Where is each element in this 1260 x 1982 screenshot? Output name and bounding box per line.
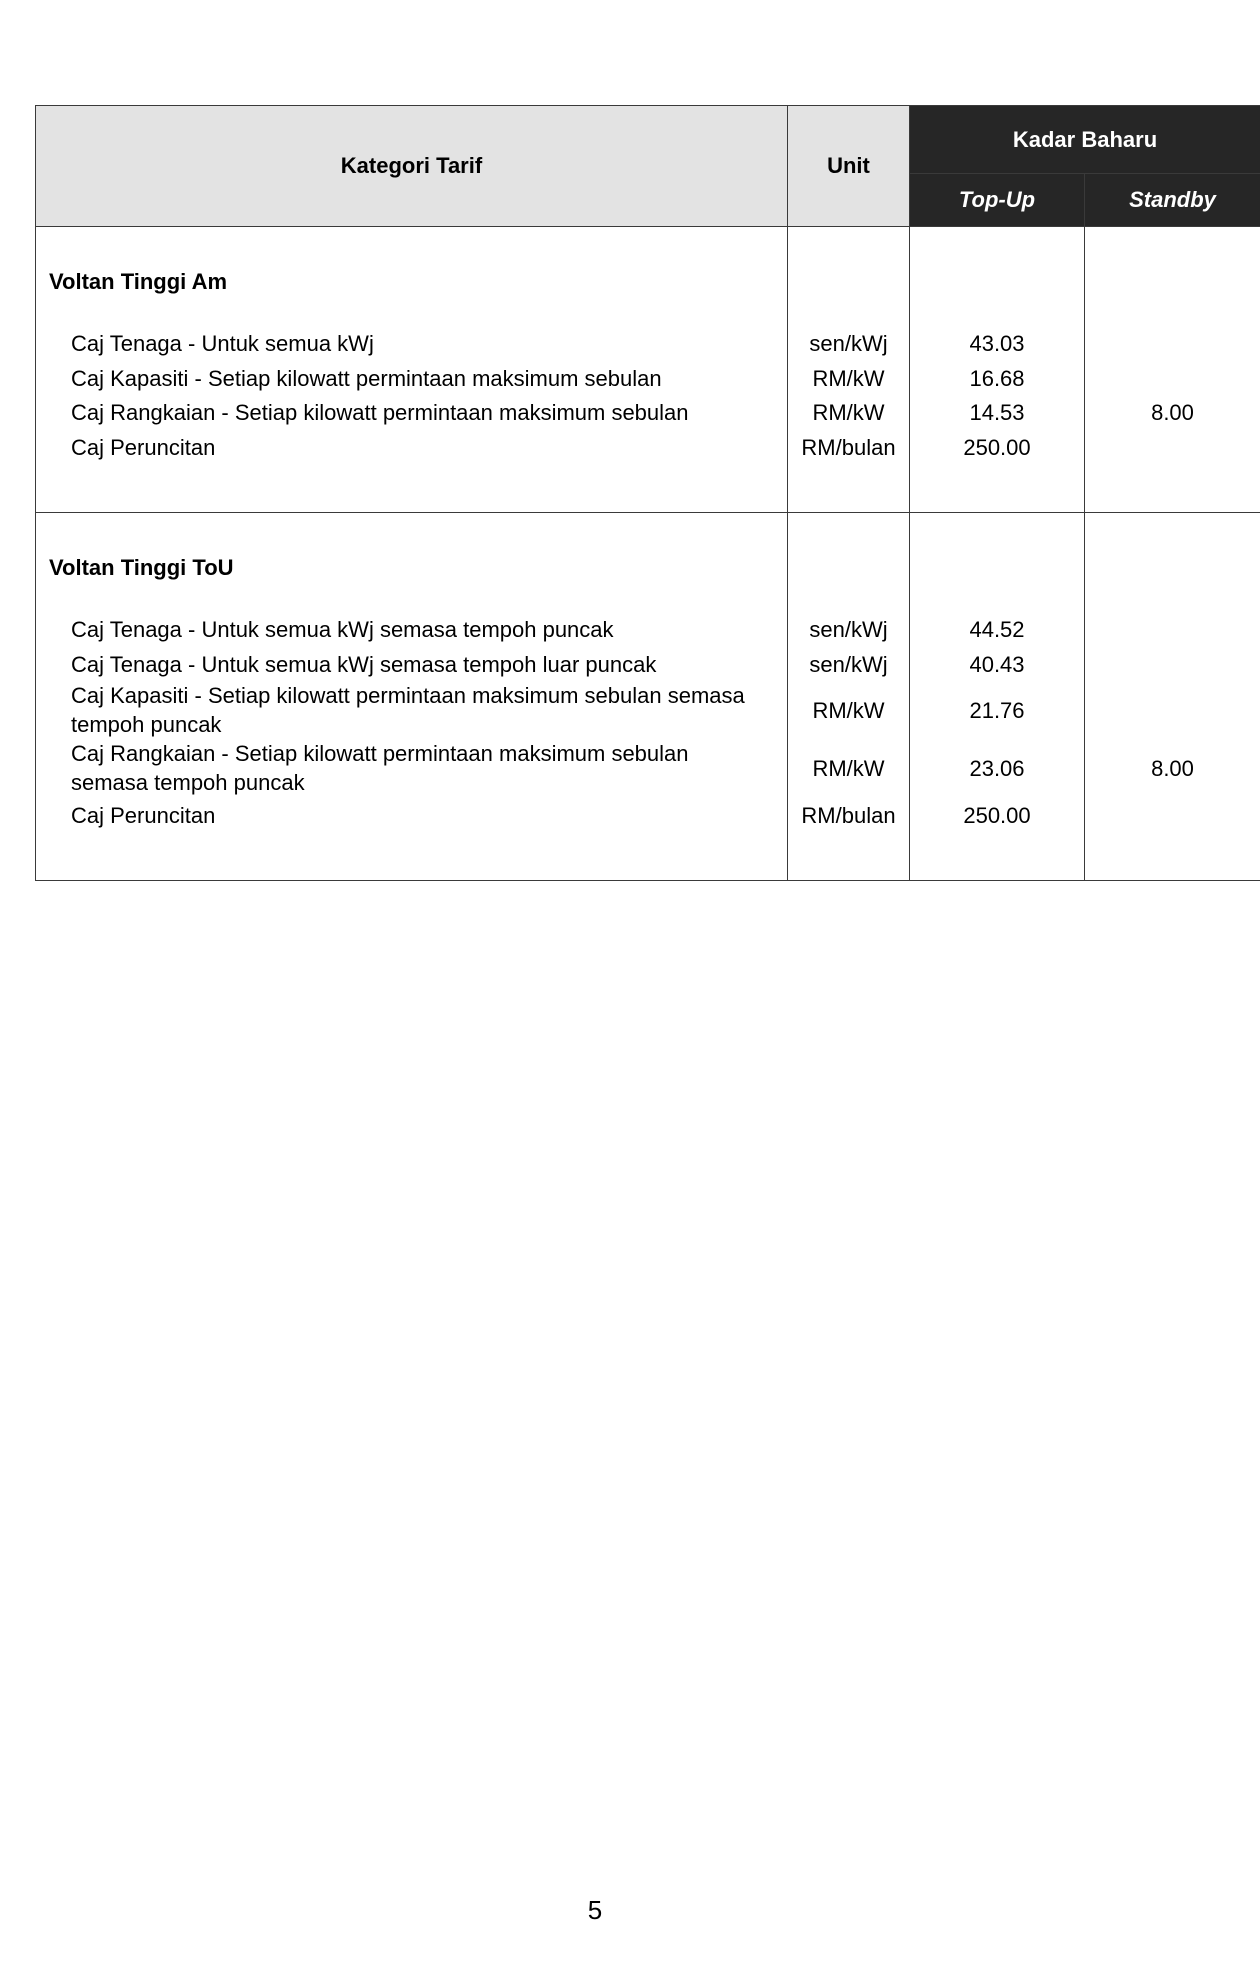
row-unit: RM/kW	[812, 755, 885, 781]
row-label: Caj Kapasiti - Setiap kilowatt permintaan maksimum sebulan	[71, 365, 662, 391]
row-label: Caj Peruncitan	[71, 434, 216, 460]
section-unit-cell	[788, 513, 910, 881]
section-unit-cell	[788, 227, 910, 513]
row-label: Caj Rangkaian - Setiap kilowatt permintaan maksimum sebulan semasa tempoh puncak	[71, 741, 689, 795]
section-voltan-tinggi-tou	[36, 513, 1260, 881]
tariff-table	[35, 105, 1260, 881]
section-standby-cell	[1085, 227, 1260, 513]
row-label: Caj Peruncitan	[71, 802, 216, 828]
row-label: Caj Tenaga - Untuk semua kWj semasa tempoh puncak	[71, 616, 614, 642]
section-title: Voltan Tinggi Am	[49, 269, 228, 294]
header-topup: Top-Up	[910, 174, 1085, 227]
row-unit: RM/bulan	[801, 434, 896, 460]
row-unit: sen/kWj	[809, 330, 888, 356]
row-unit: RM/kW	[812, 399, 885, 425]
section-category-cell	[36, 513, 788, 881]
standby-value: 8.00	[1151, 399, 1194, 425]
row-topup-value: 23.06	[969, 755, 1025, 781]
row-topup-value: 44.52	[969, 616, 1025, 642]
row-topup-value: 250.00	[963, 434, 1031, 460]
header-new-rate: Kadar Baharu	[910, 106, 1260, 174]
row-label: Caj Rangkaian - Setiap kilowatt permintaan maksimum sebulan	[71, 399, 689, 425]
row-label: Caj Tenaga - Untuk semua kWj semasa tempoh luar puncak	[71, 651, 657, 677]
row-topup-value: 40.43	[969, 651, 1025, 677]
row-unit: RM/bulan	[801, 802, 896, 828]
section-title: Voltan Tinggi ToU	[49, 555, 234, 580]
standby-value: 8.00	[1151, 755, 1194, 781]
row-topup-value: 21.76	[969, 697, 1025, 723]
row-unit: sen/kWj	[809, 651, 888, 677]
section-topup-cell	[910, 513, 1085, 881]
section-voltan-tinggi-am	[36, 227, 1260, 513]
row-unit: RM/kW	[812, 697, 885, 723]
row-topup-value: 16.68	[969, 365, 1025, 391]
row-topup-value: 43.03	[969, 330, 1025, 356]
row-label: Caj Kapasiti - Setiap kilowatt permintaan maksimum sebulan semasa tempoh puncak	[71, 683, 745, 737]
row-label: Caj Tenaga - Untuk semua kWj	[71, 330, 374, 356]
row-topup-value: 250.00	[963, 802, 1031, 828]
header-category: Kategori Tarif	[36, 106, 788, 227]
row-unit: RM/kW	[812, 365, 885, 391]
section-standby-cell	[1085, 513, 1260, 881]
header-standby: Standby	[1085, 174, 1260, 227]
row-topup-value: 14.53	[969, 399, 1025, 425]
section-category-cell	[36, 227, 788, 513]
page-number: 5	[587, 1895, 603, 1925]
row-unit: sen/kWj	[809, 616, 888, 642]
section-topup-cell	[910, 227, 1085, 513]
header-unit: Unit	[788, 106, 910, 227]
